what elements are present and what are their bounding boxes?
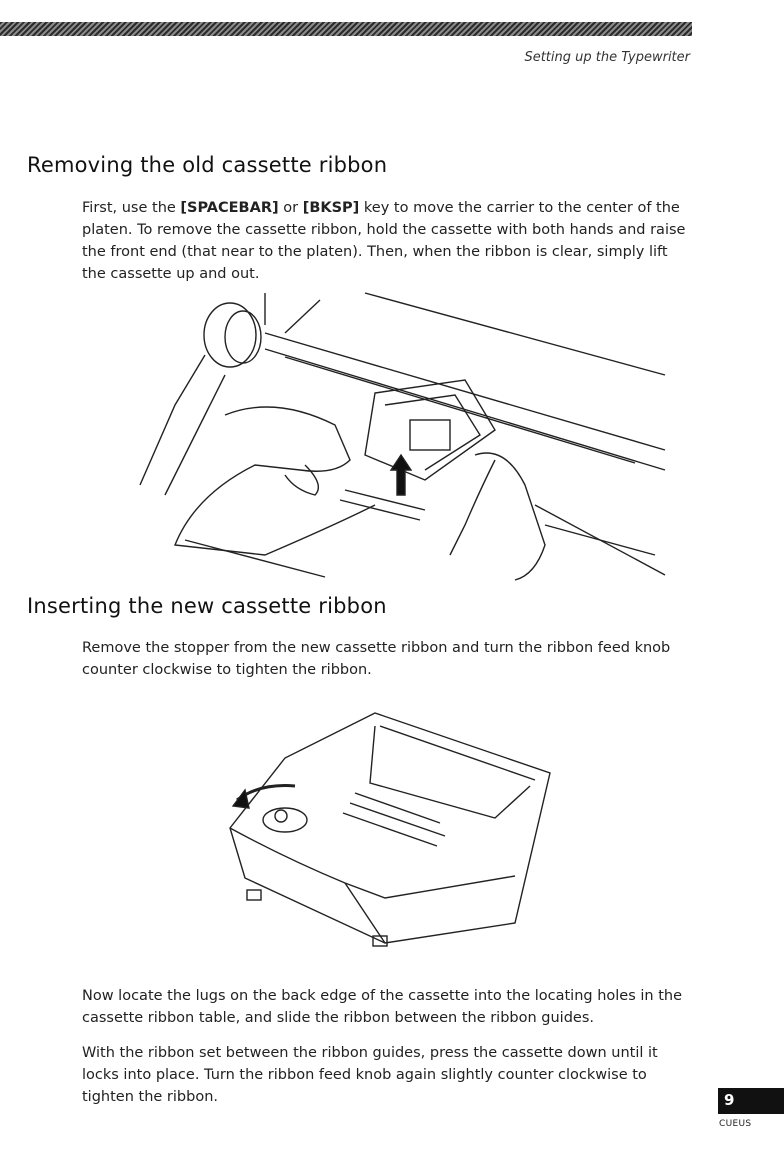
page-tab bbox=[718, 1088, 784, 1114]
illustration-cassette-knob bbox=[225, 708, 565, 958]
text-run: or bbox=[278, 200, 303, 216]
text-run: First, use the bbox=[82, 200, 181, 216]
running-head: Setting up the Typewriter bbox=[524, 50, 690, 65]
text-run: key to move the carrier to the center of the platen. To remove the cassette ribbon, hold the cassette with both hands and raise the front end (that near to the platen). Then, when the ribbon is clear, simply lift the cassette up and out. bbox=[82, 200, 686, 282]
section-title-inserting: Inserting the new cassette ribbon bbox=[27, 594, 387, 618]
paragraph-removing bbox=[82, 197, 694, 285]
section-title-removing: Removing the old cassette ribbon bbox=[27, 153, 388, 177]
key-spacebar: [SPACEBAR] bbox=[180, 200, 279, 216]
page-number: 9 bbox=[724, 1091, 735, 1109]
key-bksp: [BKSP] bbox=[302, 200, 360, 216]
paragraph-locate-lugs: Now locate the lugs on the back edge of the cassette into the locating holes in the cassette ribbon table, and slide the ribbon between the ribbon guides. bbox=[82, 988, 682, 1026]
illustration-removing-cassette bbox=[135, 285, 675, 585]
paragraph-press-cassette: With the ribbon set between the ribbon guides, press the cassette down until it locks into place. Turn the ribbon feed knob again slightly counter clockwise to tighten the ribbon. bbox=[82, 1045, 658, 1105]
section-label: CUEUS bbox=[719, 1119, 752, 1129]
header-rule bbox=[0, 22, 692, 36]
paragraph-remove-stopper: Remove the stopper from the new cassette ribbon and turn the ribbon feed knob counter clockwise to tighten the ribbon. bbox=[82, 640, 671, 678]
